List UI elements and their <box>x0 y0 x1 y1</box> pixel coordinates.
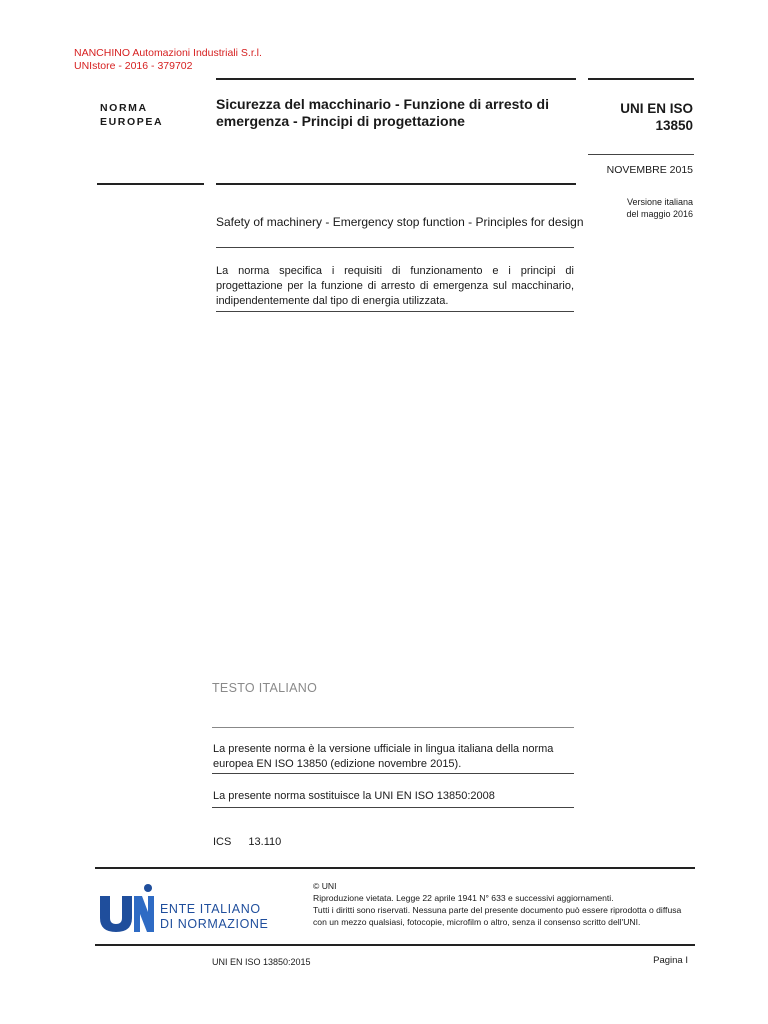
english-title-rule <box>216 247 574 248</box>
testo-rule <box>212 727 574 728</box>
footer-page-number: Pagina I <box>653 955 688 966</box>
copyright-notice <box>313 880 703 928</box>
code-line1: UNI EN ISO <box>620 101 693 116</box>
version-line1: Versione italiana <box>626 197 693 207</box>
version-line2: del maggio 2016 <box>626 209 693 219</box>
footer-doc-code: UNI EN ISO 13850:2015 <box>212 957 311 967</box>
top-rule-center <box>216 78 576 80</box>
publication-date: NOVEMBRE 2015 <box>606 164 693 176</box>
copyright-line3: Tutti i diritti sono riservati. Nessuna parte del presente documento può essere riprodotta o diffusa <box>313 905 682 915</box>
bottom-rule-bottom <box>95 944 695 946</box>
para1-rule <box>212 773 574 774</box>
ics-code <box>213 836 295 848</box>
official-version-paragraph: La presente norma è la versione ufficiale in lingua italiana della norma europea EN ISO 13850 (edizione novembre 2015). <box>213 743 554 770</box>
mid-rule-center <box>216 183 576 185</box>
logo-text <box>160 902 269 932</box>
copyright-line2: Riproduzione vietata. Legge 22 aprile 1941 N° 633 e successivi aggiornamenti. <box>313 893 614 903</box>
para2-rule <box>212 807 574 808</box>
document-title <box>216 96 576 130</box>
logo-line1: ENTE ITALIANO <box>160 902 261 916</box>
abstract: La norma specifica i requisiti di funzionamento e i principi di progettazione per la funzione di arresto di emergenza sul macchinario, indipendentemente dal tipo di energia utilizzata. <box>216 265 574 307</box>
top-rule-right <box>588 78 694 80</box>
replacement-paragraph: La presente norma sostituisce la UNI EN ISO 13850:2008 <box>213 790 495 802</box>
watermark <box>74 47 262 73</box>
copyright-line4: con un mezzo qualsiasi, fotocopie, microfilm o altro, senza il consenso scritto dell'UNI. <box>313 917 641 927</box>
standard-code <box>620 100 693 134</box>
watermark-line2: UNIstore - 2016 - 379702 <box>74 60 193 72</box>
norma-line1: NORMA <box>100 102 148 114</box>
norma-line2: EUROPEA <box>100 116 164 128</box>
mid-rule-left <box>97 183 204 185</box>
ics-value: 13.110 <box>248 836 282 848</box>
english-title: Safety of machinery - Emergency stop function - Principles for design <box>216 215 584 229</box>
bottom-rule-top <box>95 867 695 869</box>
testo-italiano-label: TESTO ITALIANO <box>212 681 318 695</box>
watermark-line1: NANCHINO Automazioni Industriali S.r.l. <box>74 47 262 59</box>
code-line2: 13850 <box>655 118 693 133</box>
code-rule <box>588 154 694 155</box>
norma-europea-label <box>100 101 163 129</box>
version-note <box>626 196 693 220</box>
abstract-rule <box>216 311 574 312</box>
copyright-line1: © UNI <box>313 881 337 891</box>
title-line1: Sicurezza del macchinario - Funzione di arresto di <box>216 96 549 112</box>
uni-logo-mark <box>98 884 160 932</box>
logo-line2: DI NORMAZIONE <box>160 917 269 931</box>
title-line2: emergenza - Principi di progettazione <box>216 113 465 129</box>
ics-label: ICS <box>213 836 232 848</box>
